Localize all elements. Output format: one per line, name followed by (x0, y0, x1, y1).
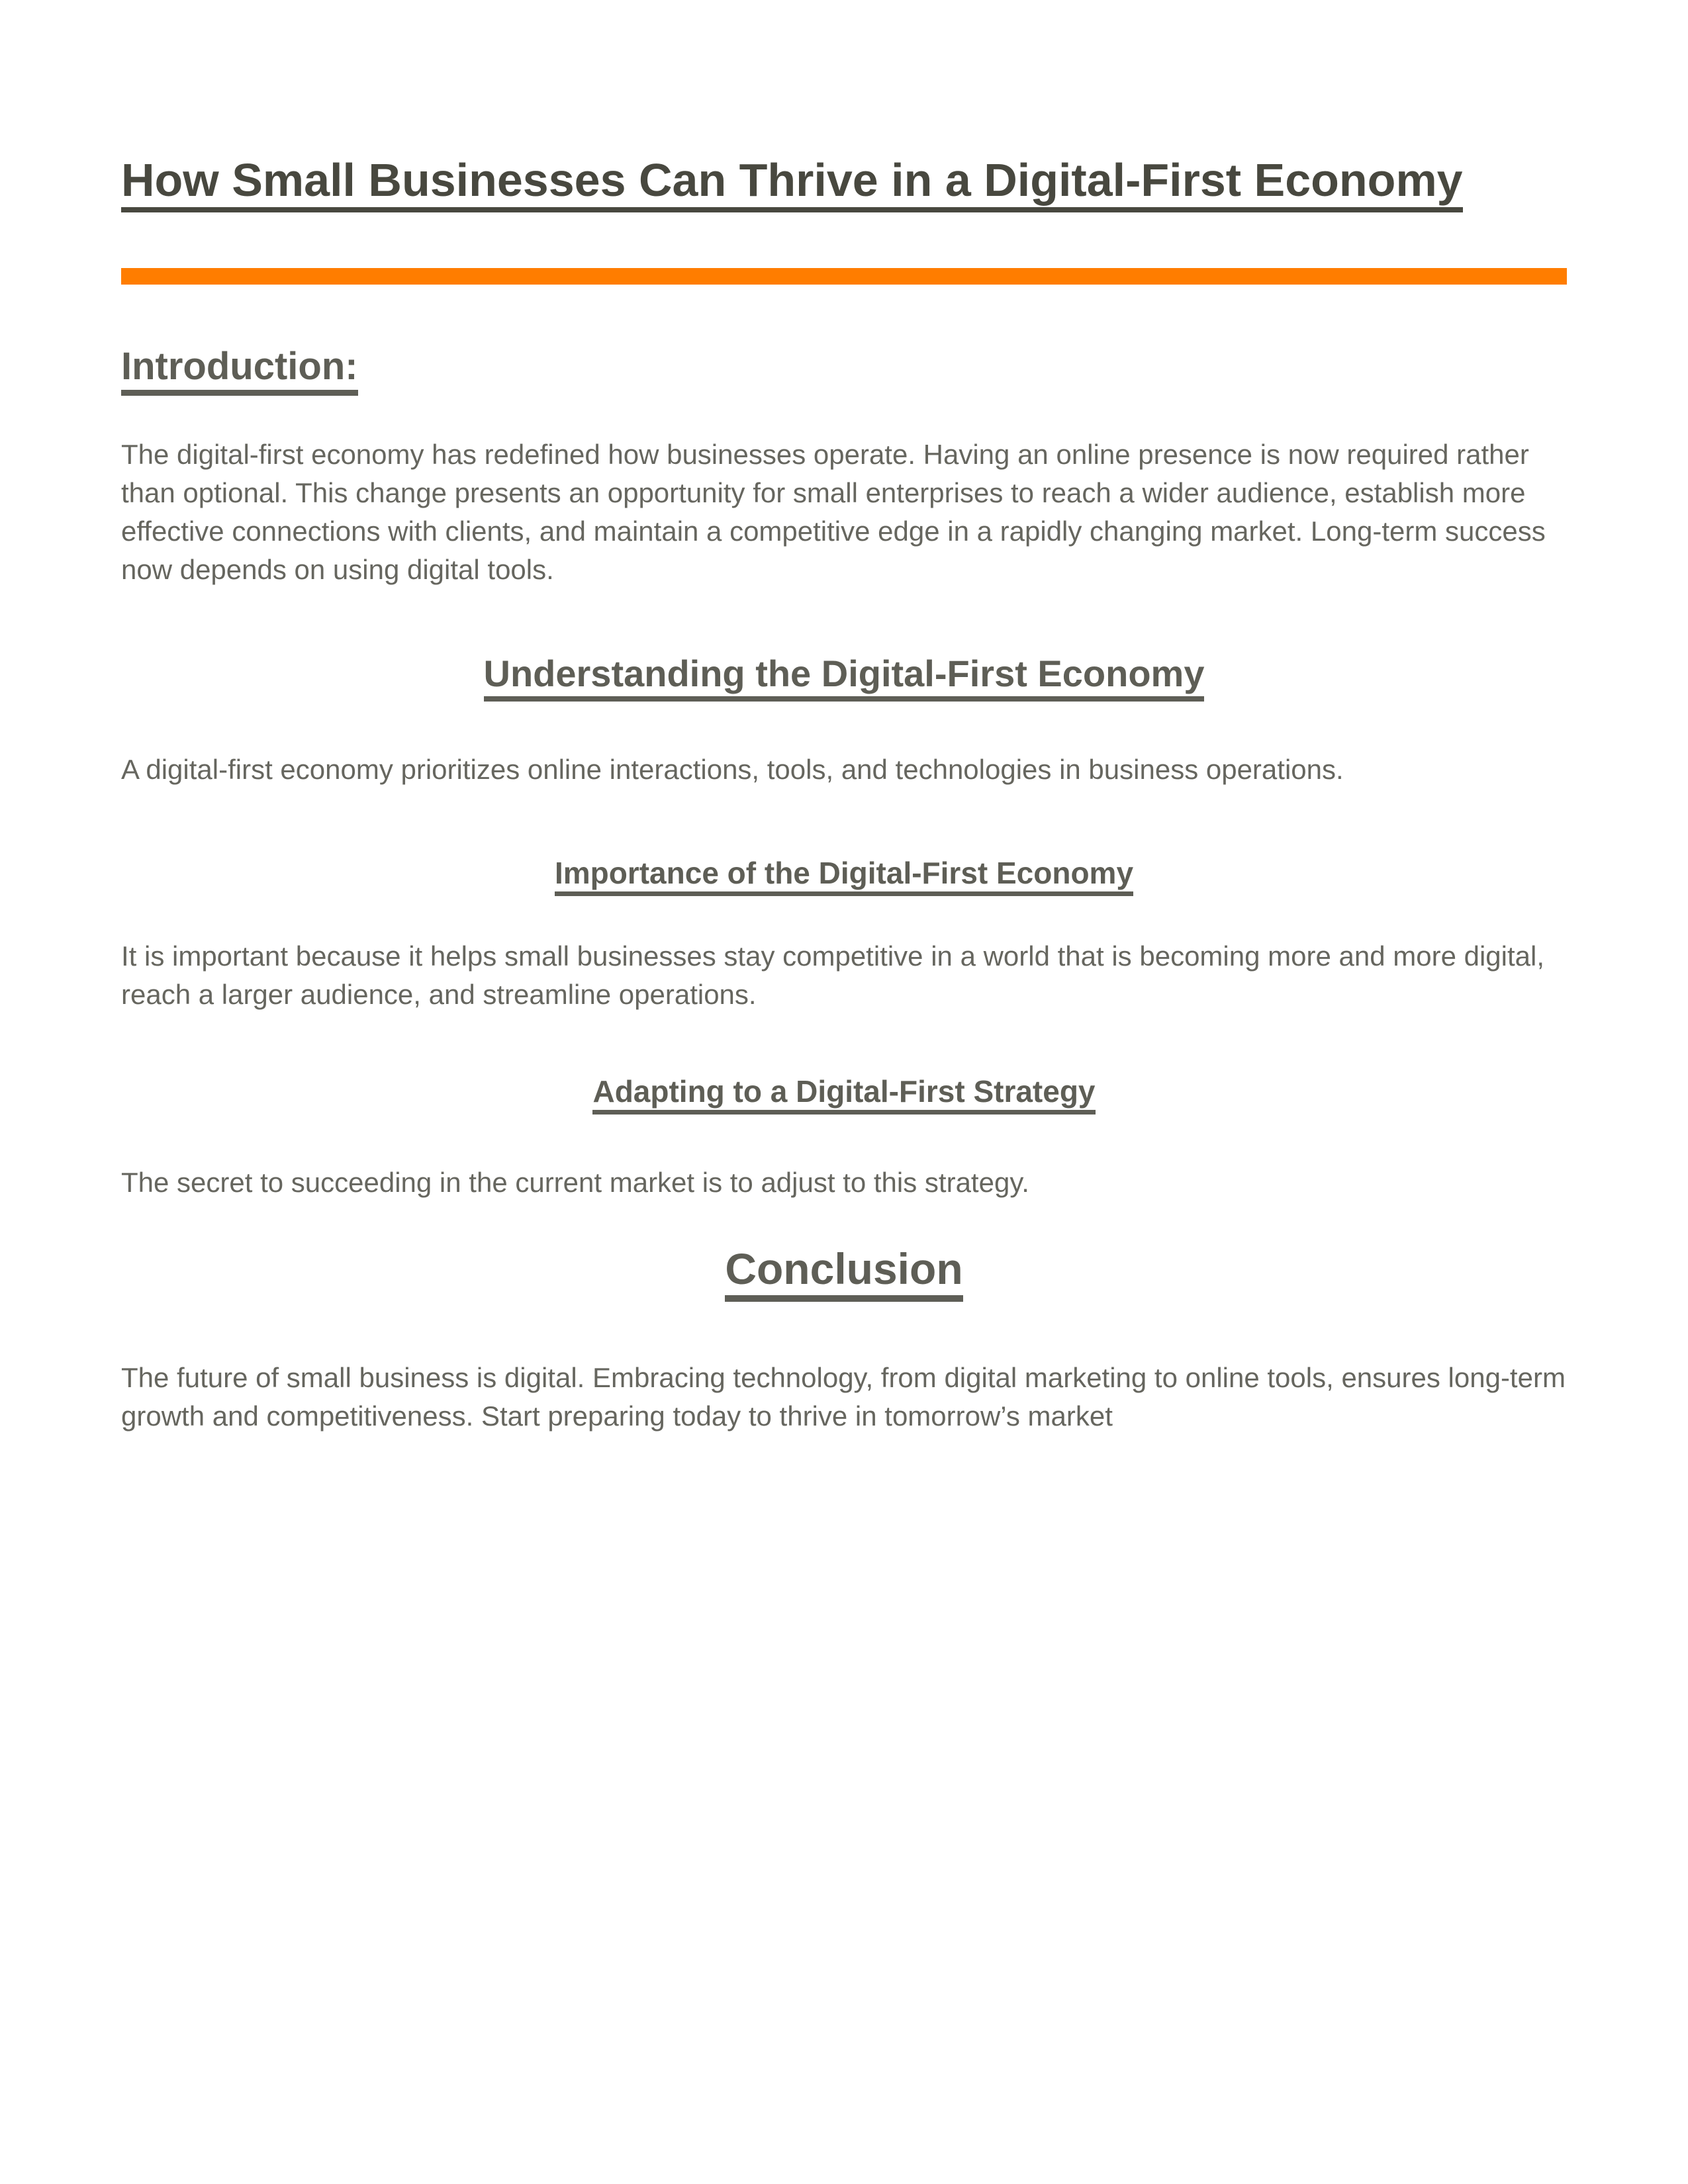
heading-understanding-text: Understanding the Digital-First Economy (484, 655, 1205, 702)
heading-adapting-text: Adapting to a Digital-First Strategy (592, 1076, 1095, 1115)
heading-introduction (121, 347, 1567, 396)
paragraph-adapting: The secret to succeeding in the current market is to adjust to this strategy. (121, 1167, 1029, 1198)
heading-conclusion-text: Conclusion (725, 1247, 962, 1302)
paragraph-introduction: The digital-first economy has redefined how businesses operate. Having an online presence is now required rather than optional. This change presents an opportunity for small enterprises to reach a wider audience, establish more effective connections with clients, and maintain a competitive edge in a rapidly changing market. Long-term success now depends on using digital tools. (121, 439, 1546, 585)
heading-introduction-text: Introduction: (121, 347, 358, 396)
accent-divider (121, 268, 1567, 285)
paragraph-conclusion: The future of small business is digital. Embracing technology, from digital marketing to online tools, ensures long-term growth and competitiveness. Start preparing today to thrive in tomorrow’s market (121, 1362, 1566, 1432)
document-title (121, 154, 1567, 212)
heading-importance-text: Importance of the Digital-First Economy (555, 858, 1133, 896)
heading-conclusion (121, 1244, 1567, 1302)
paragraph-understanding: A digital-first economy prioritizes online interactions, tools, and technologies in business operations. (121, 754, 1344, 785)
document-title-text: How Small Businesses Can Thrive in a Digital-First Economy (121, 157, 1463, 212)
heading-understanding-digital-first-economy (121, 655, 1567, 702)
heading-adapting-digital-first-strategy (121, 1076, 1567, 1115)
paragraph-importance: It is important because it helps small businesses stay competitive in a world that is becoming more and more digital, reach a larger audience, and streamline operations. (121, 940, 1544, 1010)
heading-importance-digital-first-economy (121, 858, 1567, 896)
